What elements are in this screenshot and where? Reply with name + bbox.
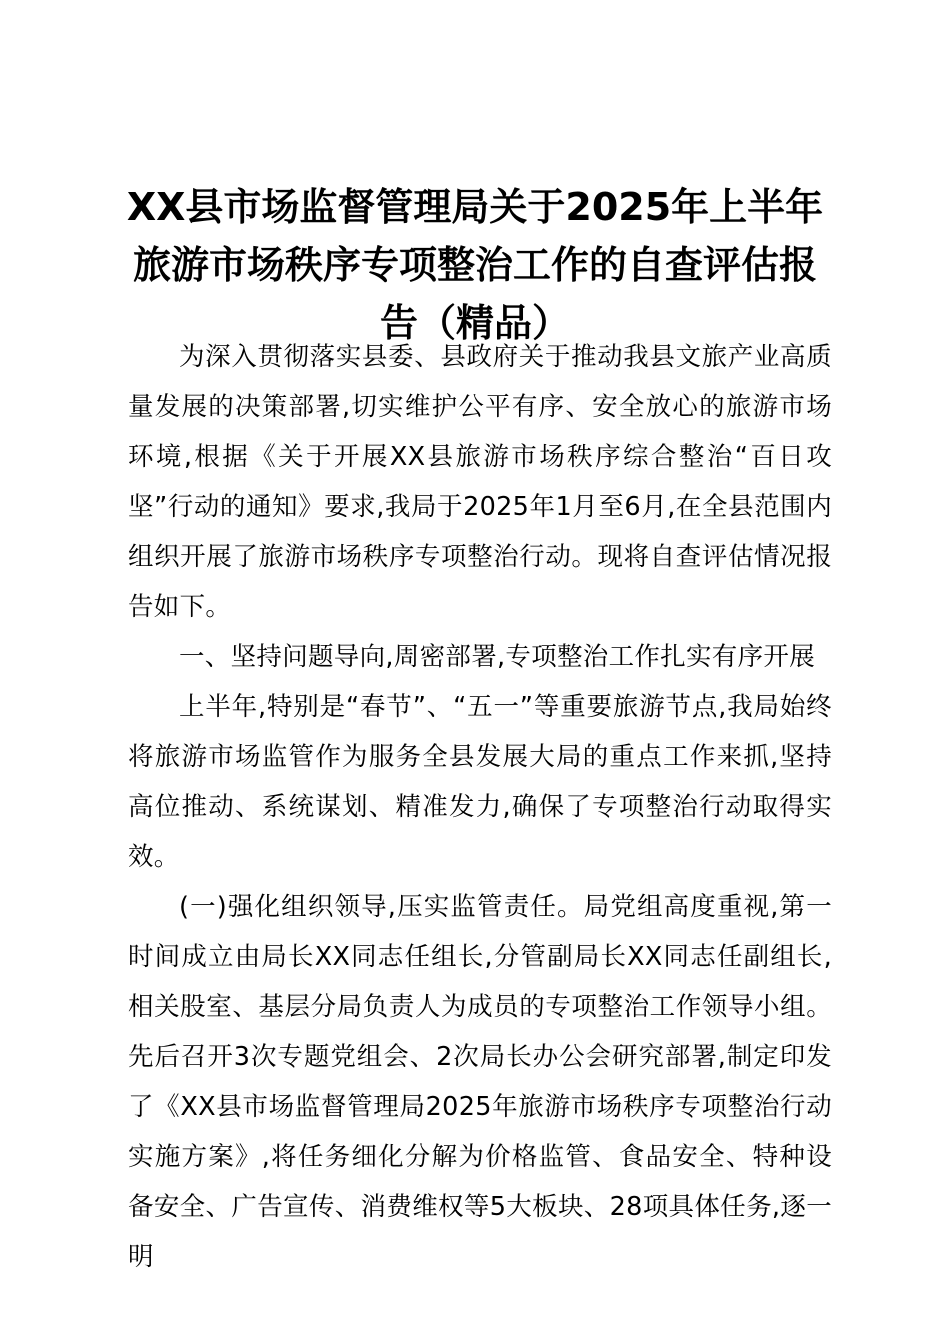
document-body <box>128 332 832 1282</box>
section-heading-1: 一、坚持问题导向,周密部署,专项整治工作扎实有序开展 <box>179 642 816 672</box>
intro-paragraph: 为深入贯彻落实县委、县政府关于推动我县文旅产业高质量发展的决策部署,切实维护公平有序、安全放心的旅游市场环境,根据《关于开展XX县旅游市场秩序综合整治“百日攻坚”行动的通知》要求,我局于2025年1月至6月,在全县范围内组织开展了旅游市场秩序专项整治行动。现将自查评估情况报告如下。 <box>128 342 832 622</box>
subsection-paragraph: (一)强化组织领导,压实监管责任。局党组高度重视,第一时间成立由局长XX同志任组长,分管副局长XX同志任副组长,相关股室、基层分局负责人为成员的专项整治工作领导小组。先后召开3次专题党组会、2次局长办公会研究部署,制定印发了《XX县市场监督管理局2025年旅游市场秩序专项整治行动实施方案》,将任务细化分解为价格监管、食品安全、特种设备安全、广告宣传、消费维权等5大板块、28项具体任务,逐一明 <box>128 892 832 1272</box>
document-title: XX县市场监督管理局关于2025年上半年旅游市场秩序专项整治工作的自查评估报告（精品） <box>126 185 824 345</box>
section-paragraph: 上半年,特别是“春节”、“五一”等重要旅游节点,我局始终将旅游市场监管作为服务全县发展大局的重点工作来抓,坚持高位推动、系统谋划、精准发力,确保了专项整治行动取得实效。 <box>128 692 832 872</box>
